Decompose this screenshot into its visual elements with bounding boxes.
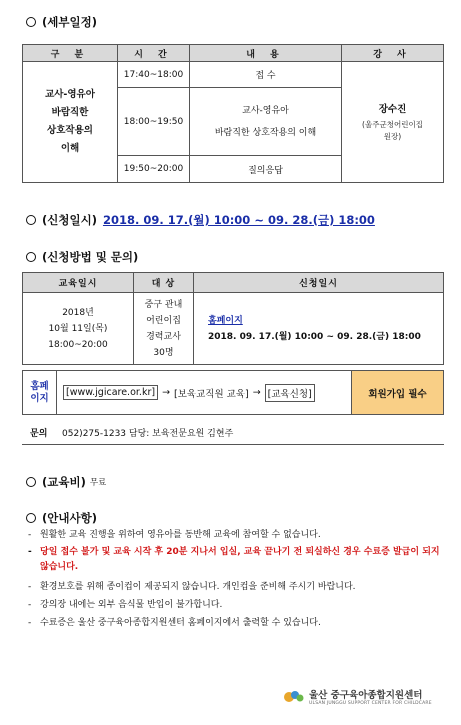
apply-period-value: 2018. 09. 17.(월) 10:00 ~ 09. 28.(금) 18:00 bbox=[102, 213, 375, 227]
schedule-time: 17:40~18:00 bbox=[118, 62, 190, 88]
fee-value: 무료 bbox=[89, 478, 107, 488]
apply-header-date: 교육일시 bbox=[23, 273, 134, 293]
lecturer-name: 장수진 bbox=[378, 104, 407, 115]
apply-header-target: 대 상 bbox=[134, 273, 194, 293]
circle-bullet-icon bbox=[26, 252, 36, 262]
homepage-url-link[interactable]: [www.jgicare.or.kr] bbox=[63, 385, 158, 400]
apply-date-cell: 2018년 10월 11일(목) 18:00~20:00 bbox=[23, 293, 134, 365]
dash-bullet-icon: - bbox=[28, 600, 32, 610]
homepage-label: 홈페 이지 bbox=[23, 371, 57, 414]
center-logo bbox=[283, 687, 432, 706]
path-step-apply: [교육신청] bbox=[265, 384, 315, 402]
apply-target-cell: 중구 관내 어린이집 경력교사 30명 bbox=[134, 293, 194, 365]
apply-period-cell bbox=[194, 293, 444, 365]
homepage-link[interactable]: 홈페이지 bbox=[208, 315, 243, 326]
schedule-content: 교사-영유아 바람직한 상호작용의 이해 bbox=[190, 88, 342, 156]
center-logo-name: 울산 중구육아종합지원센터 bbox=[309, 690, 423, 701]
topic-line: 교사-영유아 bbox=[45, 89, 95, 100]
schedule-topic-cell bbox=[23, 62, 118, 183]
contact-row bbox=[22, 421, 444, 445]
schedule-table bbox=[22, 44, 444, 183]
apply-period-title: (신청일시) 2018. 09. 17.(월) 10:00 ~ 09. 28.(금) 18:00 bbox=[26, 212, 375, 228]
contact-label: 문의 bbox=[30, 429, 48, 439]
path-step-staff-education: [보육교직원 교육] bbox=[174, 388, 249, 400]
circle-bullet-icon bbox=[26, 215, 36, 225]
schedule-content: 접 수 bbox=[190, 62, 342, 88]
topic-line: 상호작용의 bbox=[47, 125, 93, 136]
notice-item: - 원활한 교육 진행을 위하여 영유아를 동반해 교육에 참여할 수 없습니다. bbox=[40, 528, 445, 543]
notice-section-title: (안내사항) bbox=[26, 510, 97, 526]
lecturer-org: (울주군청어린이집 원장) bbox=[362, 120, 423, 141]
circle-bullet-icon bbox=[26, 17, 36, 27]
notice-item: - 강의장 내에는 외부 음식물 반입이 불가합니다. bbox=[40, 598, 445, 613]
schedule-time: 18:00~19:50 bbox=[118, 88, 190, 156]
dash-bullet-icon: - bbox=[28, 547, 32, 557]
schedule-header-category: 구 분 bbox=[23, 45, 118, 62]
homepage-instructions-box bbox=[22, 370, 444, 415]
circle-bullet-icon bbox=[26, 513, 36, 523]
homepage-path bbox=[57, 371, 351, 414]
schedule-time: 19:50~20:00 bbox=[118, 156, 190, 183]
schedule-content: 질의응답 bbox=[190, 156, 342, 183]
center-logo-subtitle: ULSAN JUNGGU SUPPORT CENTER FOR CHILDCARE bbox=[309, 701, 432, 706]
fee-section-title: (교육비) 무료 bbox=[26, 474, 106, 490]
arrow-right-icon: → bbox=[252, 387, 261, 398]
schedule-header-time: 시 간 bbox=[118, 45, 190, 62]
contact-text: 052)275-1233 담당: 보육전문요원 김현주 bbox=[62, 429, 234, 439]
center-logo-icon bbox=[283, 688, 305, 706]
circle-bullet-icon bbox=[26, 477, 36, 487]
topic-line: 이해 bbox=[60, 143, 80, 154]
schedule-header-content: 내 용 bbox=[190, 45, 342, 62]
arrow-right-icon: → bbox=[162, 387, 171, 398]
dash-bullet-icon: - bbox=[28, 530, 32, 540]
schedule-lecturer-cell bbox=[342, 62, 444, 183]
dash-bullet-icon: - bbox=[28, 618, 32, 628]
topic-line: 바람직한 bbox=[51, 107, 89, 118]
apply-method-title: (신청방법 및 문의) bbox=[26, 249, 138, 265]
schedule-header-lecturer: 강 사 bbox=[342, 45, 444, 62]
join-required-badge: 회원가입 필수 bbox=[351, 371, 443, 414]
apply-header-period: 신청일시 bbox=[194, 273, 444, 293]
notice-item: - 환경보호를 위해 종이컵이 제공되지 않습니다. 개인컵을 준비해 주시기 바랍니다. bbox=[40, 580, 445, 595]
apply-table bbox=[22, 272, 444, 365]
dash-bullet-icon: - bbox=[28, 582, 32, 592]
schedule-section-title: (세부일정) bbox=[26, 14, 97, 30]
notice-item-emphasis: - 당일 접수 불가 및 교육 시작 후 20분 지나서 입실, 교육 끝나기 전 퇴실하신 경우 수료증 발급이 되지 않습니다. bbox=[28, 547, 440, 572]
notice-item: - 수료증은 울산 중구육아종합지원센터 홈페이지에서 출력할 수 있습니다. bbox=[40, 616, 445, 631]
apply-period-text: 2018. 09. 17.(월) 10:00 ~ 09. 28.(금) 18:00 bbox=[208, 331, 421, 342]
